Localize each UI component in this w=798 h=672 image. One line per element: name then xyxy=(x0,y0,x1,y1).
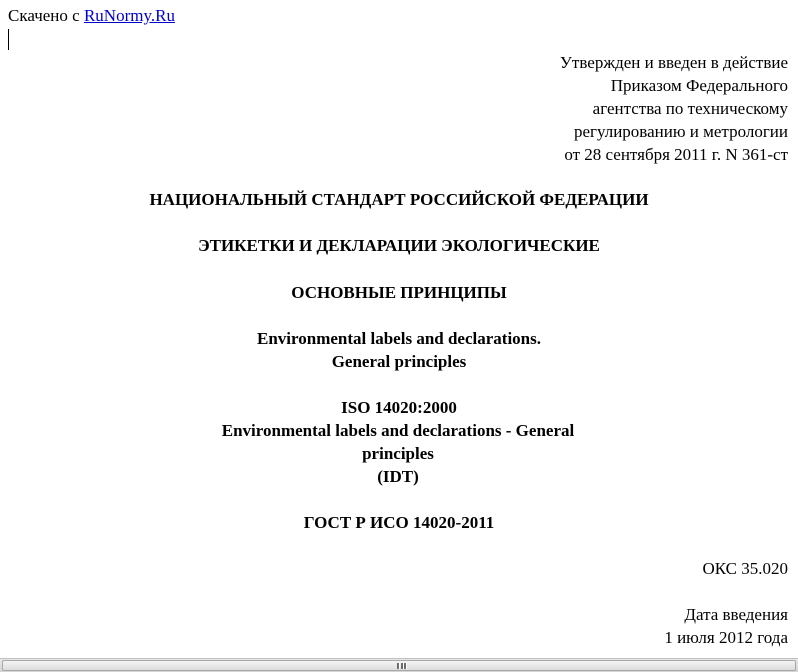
intro-date: 1 июля 2012 года xyxy=(664,628,788,647)
subtitle-ru: ОСНОВНЫЕ ПРИНЦИПЫ xyxy=(291,283,507,302)
approval-line: регулированию и метрологии xyxy=(573,122,788,141)
approval-line: Утвержден и введен в действие xyxy=(559,53,788,72)
gost-code: ГОСТ Р ИСО 14020-2011 xyxy=(303,513,495,532)
scrollbar-thumb[interactable] xyxy=(2,660,796,671)
iso-identity: (IDT) xyxy=(377,467,419,486)
approval-line: Приказом Федерального xyxy=(610,76,788,95)
iso-title-line: Environmental labels and declarations - General xyxy=(221,421,575,440)
intro-label: Дата введения xyxy=(684,605,788,624)
iso-title xyxy=(190,419,606,488)
horizontal-scrollbar[interactable] xyxy=(0,658,798,672)
iso-code: ISO 14020:2000 xyxy=(341,398,457,417)
iso-title-line: principles xyxy=(362,444,434,463)
title-en xyxy=(0,327,798,373)
title-en-line: General principles xyxy=(331,352,467,371)
oks-code: ОКС 35.020 xyxy=(702,559,788,578)
text-cursor xyxy=(8,29,9,50)
national-standard-heading: НАЦИОНАЛЬНЫЙ СТАНДАРТ РОССИЙСКОЙ ФЕДЕРАЦИИ xyxy=(149,190,649,209)
approval-line: от 28 сентября 2011 г. N 361-ст xyxy=(564,145,788,164)
source-link[interactable]: RuNormy.Ru xyxy=(83,6,175,25)
approval-block xyxy=(560,51,788,166)
grip-icon xyxy=(397,663,407,669)
title-en-line: Environmental labels and declarations. xyxy=(257,329,541,348)
source-prefix: Скачено с xyxy=(8,6,84,25)
title-ru: ЭТИКЕТКИ И ДЕКЛАРАЦИИ ЭКОЛОГИЧЕСКИЕ xyxy=(198,236,600,255)
approval-line: агентства по техническому xyxy=(592,99,788,118)
source-line xyxy=(8,6,175,26)
